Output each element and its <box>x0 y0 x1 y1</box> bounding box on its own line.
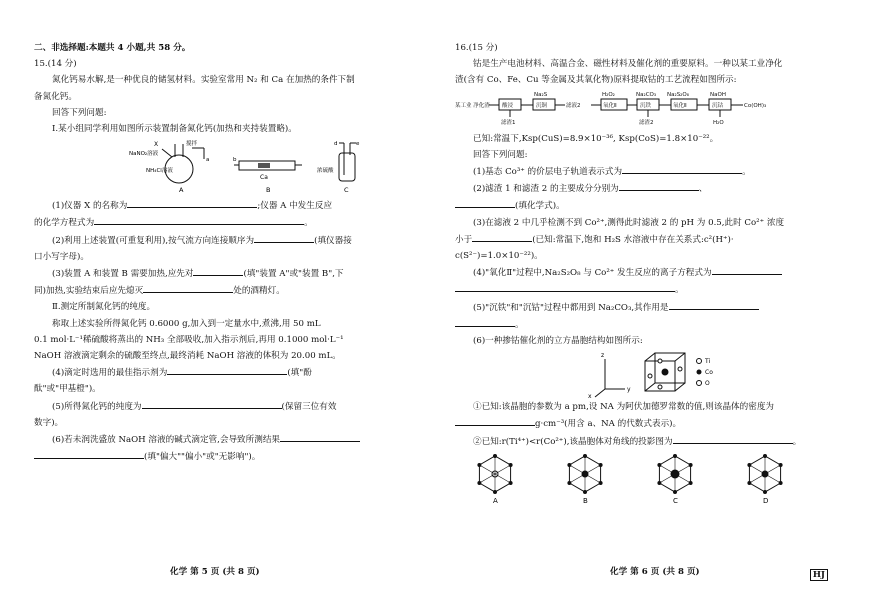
q16-2-line1: (2)滤渣 1 和滤渣 2 的主要成分分别为 、 <box>455 180 844 197</box>
flow-na2co3: Na₂CO₃ <box>636 91 657 98</box>
answer-blank-6[interactable] <box>280 431 360 442</box>
answer-blank-16-6a[interactable] <box>455 415 535 426</box>
q16-6-1-line2: g·cm⁻³(用含 a、NA 的代数式表示)。 <box>455 415 844 432</box>
flow-end: Co(OH)₃ <box>744 102 767 109</box>
flow-ox2: 氧化Ⅱ <box>673 102 687 109</box>
q15-intro-1: 氮化钙易水解,是一种优良的储氢材料。实验室常用 N₂ 和 Ca 在加热的条件下制 <box>52 75 355 86</box>
label-stir: 搅拌 <box>186 141 198 148</box>
section-title: 二、非选择题:本题共 4 小题,共 58 分。 <box>34 43 191 53</box>
apparatus-diagram <box>34 139 424 193</box>
answer-blank-1a[interactable] <box>127 197 257 208</box>
axis-y: y <box>627 386 631 394</box>
flow-acid: 酸浸 <box>502 102 514 109</box>
q15-5-line1: (5)所得氮化钙的纯度为 (保留三位有效 <box>34 398 423 415</box>
apparatus-c <box>317 141 360 193</box>
projection-options-diagram <box>455 450 845 506</box>
flow-co: 沉钴 <box>712 102 724 109</box>
option-d[interactable] <box>747 454 782 505</box>
q16-3-line1: (3)在滤液 2 中几乎检测不到 Co²⁺,测得此时滤液 2 的 pH 为 0.5,此时 Co²⁺ 浓度 <box>473 217 785 228</box>
q15-1-line1: (1)仪器 X 的名称为 ;仪器 A 中发生反应 <box>34 197 423 214</box>
legend-ti: Ti <box>705 358 711 366</box>
legend <box>697 358 714 387</box>
label-x: X <box>154 141 159 149</box>
option-b[interactable] <box>567 454 602 505</box>
apparatus-figure <box>34 139 423 193</box>
label-e: e <box>356 141 360 148</box>
axes-icon <box>588 352 631 399</box>
answer-blank-16-2b[interactable] <box>455 197 515 208</box>
answer-blank-16-3[interactable] <box>472 231 532 242</box>
part2-text-2: 0.1 mol·L⁻¹稀硫酸将蒸出的 NH₃ 全部吸收,加入指示剂后,再用 0.1000 mol·L⁻¹ <box>34 334 344 345</box>
answer-blank-16-1[interactable] <box>622 163 742 174</box>
page-footer-right: 化学 第 6 页 (共 8 页) <box>610 567 700 577</box>
right-page <box>435 0 870 615</box>
answer-blank-16-5[interactable] <box>669 299 759 310</box>
flow-filter2: 滤渣2 <box>639 119 654 126</box>
label-nh4cl: NH₄Cl溶液 <box>146 168 173 175</box>
answer-prompt: 回答下列问题: <box>52 107 107 118</box>
flow-chart <box>455 89 844 129</box>
answer-prompt-right: 回答下列问题: <box>473 149 528 160</box>
q16-intro-1: 钴是生产电池材料、高温合金、磁性材料及催化剂的重要原料。一种以某工业净化 <box>473 59 783 70</box>
part2-title: Ⅱ.测定所制氮化钙的纯度。 <box>52 302 156 313</box>
answer-blank-1b[interactable] <box>94 214 304 225</box>
label-b-small: b <box>233 157 237 164</box>
q15-4-line1: (4)滴定时选用的最佳指示剂为 (填"酚 <box>34 364 423 381</box>
q16-4-line2: 。 <box>455 281 844 298</box>
option-c[interactable] <box>657 454 692 505</box>
answer-blank-6b[interactable] <box>34 448 144 459</box>
label-acid: 浓硫酸 <box>317 168 334 175</box>
q16-5-line2: 。 <box>455 316 844 333</box>
label-b: B <box>266 186 271 194</box>
q15-2-line2: 口小写字母)。 <box>34 251 89 262</box>
unit-cell <box>645 353 685 391</box>
q16-4-line1: (4)"氧化Ⅱ"过程中,Na₂S₂O₈ 与 Co²⁺ 发生反应的离子方程式为 <box>455 264 844 281</box>
q16-header: 16.(15 分) <box>455 43 498 53</box>
q15-3-line2: 同)加热,实验结束后应先熄灭 处的酒精灯。 <box>34 282 423 299</box>
q15-6-line1: (6)若未润洗盛放 NaOH 溶液的碱式滴定管,会导致所测结果 <box>34 431 423 448</box>
option-label: C <box>673 496 678 505</box>
flow-naoh: NaOH <box>710 91 726 98</box>
flow-filter1: 滤渣1 <box>501 119 516 126</box>
q16-6: (6)一种掺钴催化剂的立方晶胞结构如图所示: <box>473 336 643 347</box>
q15-header: 15.(14 分) <box>34 59 77 70</box>
corner-mark: HJ <box>810 569 828 581</box>
q15-intro-2: 备氮化钙。 <box>34 91 77 102</box>
answer-blank-3b[interactable] <box>143 282 233 293</box>
q16-intro-2: 渣(含有 Co、Fe、Cu 等金属及其氧化物)原料提取钴的工艺流程如图所示: <box>455 75 737 86</box>
crystal-cell-diagram <box>455 349 845 399</box>
axis-z: z <box>601 352 605 360</box>
q16-6-1-line1: ①已知:该晶胞的参数为 a pm,设 NA 为阿伏加德罗常数的值,则该晶体的密度为 <box>473 402 775 413</box>
apparatus-b <box>233 157 302 193</box>
answer-blank-16-6b[interactable] <box>673 433 793 444</box>
legend-co: Co <box>705 369 713 377</box>
answer-blank-16-4b[interactable] <box>455 281 675 292</box>
flow-precip: 沉铜 <box>536 102 548 109</box>
q16-3-line3: c(S²⁻)=1.0×10⁻²²)。 <box>455 251 543 262</box>
option-label: D <box>763 496 769 505</box>
answer-blank-4[interactable] <box>167 364 287 375</box>
q15-6-line2: (填"偏大""偏小"或"无影响")。 <box>34 448 423 465</box>
q15-4-line2: 酞"或"甲基橙")。 <box>34 384 101 395</box>
answer-blank-16-2a[interactable] <box>619 180 699 191</box>
flow-start: 某工业 净化渣 <box>455 102 490 109</box>
answer-blank-2[interactable] <box>254 232 314 243</box>
label-a: A <box>179 186 184 194</box>
crystal-figure <box>455 349 844 399</box>
flow-diagram <box>455 89 845 129</box>
q15-2-line1: (2)利用上述装置(可重复利用),按气流方向连接顺序为 (填仪器接 <box>34 232 423 249</box>
part2-text-1: 称取上述实验所得氮化钙 0.6000 g,加入到一定量水中,煮沸,用 50 mL <box>52 318 321 329</box>
flow-oxid: 氧化Ⅱ <box>603 102 617 109</box>
axis-x: x <box>588 393 592 400</box>
option-label: B <box>583 496 588 505</box>
page-footer-left: 化学 第 5 页 (共 8 页) <box>170 567 260 577</box>
answer-blank-16-5b[interactable] <box>455 316 515 327</box>
q15-5-line2: 数字)。 <box>34 417 64 428</box>
projection-options <box>455 450 844 506</box>
option-label: A <box>493 496 498 505</box>
flow-na2s: Na₂S <box>534 91 548 98</box>
q16-5-line1: (5)"沉铁"和"沉钴"过程中都用到 Na₂CO₃,其作用是 <box>455 299 844 316</box>
q16-3-line2: 小于 (已知:常温下,饱和 H₂S 水溶液中存在关系式:c²(H⁺)· <box>455 231 844 248</box>
label-d: d <box>334 141 338 148</box>
label-a-small: a <box>206 157 210 164</box>
q15-3-line1: (3)装置 A 和装置 B 需要加热,应先对 (填"装置 A"或"装置 B",下 <box>34 265 423 282</box>
apparatus-a <box>129 139 209 193</box>
flow-h2o2: H₂O₂ <box>602 91 615 98</box>
q16-1: (1)基态 Co³⁺ 的价层电子轨道表示式为 。 <box>455 163 844 180</box>
label-nano2: NaNO₂溶液 <box>129 151 159 158</box>
label-ca: Ca <box>260 174 268 182</box>
flow-fe: 沉铁 <box>640 102 652 109</box>
q16-6-2: ②已知:r(Ti⁴⁺)<r(Co²⁺),该晶胞体对角线的投影图为 。 <box>455 433 844 450</box>
part2-text-3: NaOH 溶液滴定剩余的硫酸至终点,最终消耗 NaOH 溶液的体积为 20.00 mL。 <box>34 351 341 362</box>
answer-blank-5[interactable] <box>142 398 282 409</box>
answer-blank-16-4[interactable] <box>712 264 782 275</box>
flow-na2s2o8: Na₂S₂O₈ <box>667 91 689 98</box>
flow-filtrate: 滤液2 <box>566 102 581 109</box>
option-a[interactable] <box>477 454 512 505</box>
q15-1-line2: 的化学方程式为 。 <box>34 214 423 231</box>
flow-h2o: H₂O <box>713 119 724 126</box>
given-ksp: 已知:常温下,Ksp(CuS)=8.9×10⁻³⁶, Ksp(CoS)=1.8×10⁻²²。 <box>473 133 719 144</box>
answer-blank-3a[interactable] <box>193 265 243 276</box>
legend-o: O <box>705 380 710 388</box>
q16-2-line2: (填化学式)。 <box>455 197 844 214</box>
label-c: C <box>344 186 349 194</box>
part1-title: Ⅰ.某小组同学利用如图所示装置制备氮化钙(加热和夹持装置略)。 <box>52 124 297 135</box>
